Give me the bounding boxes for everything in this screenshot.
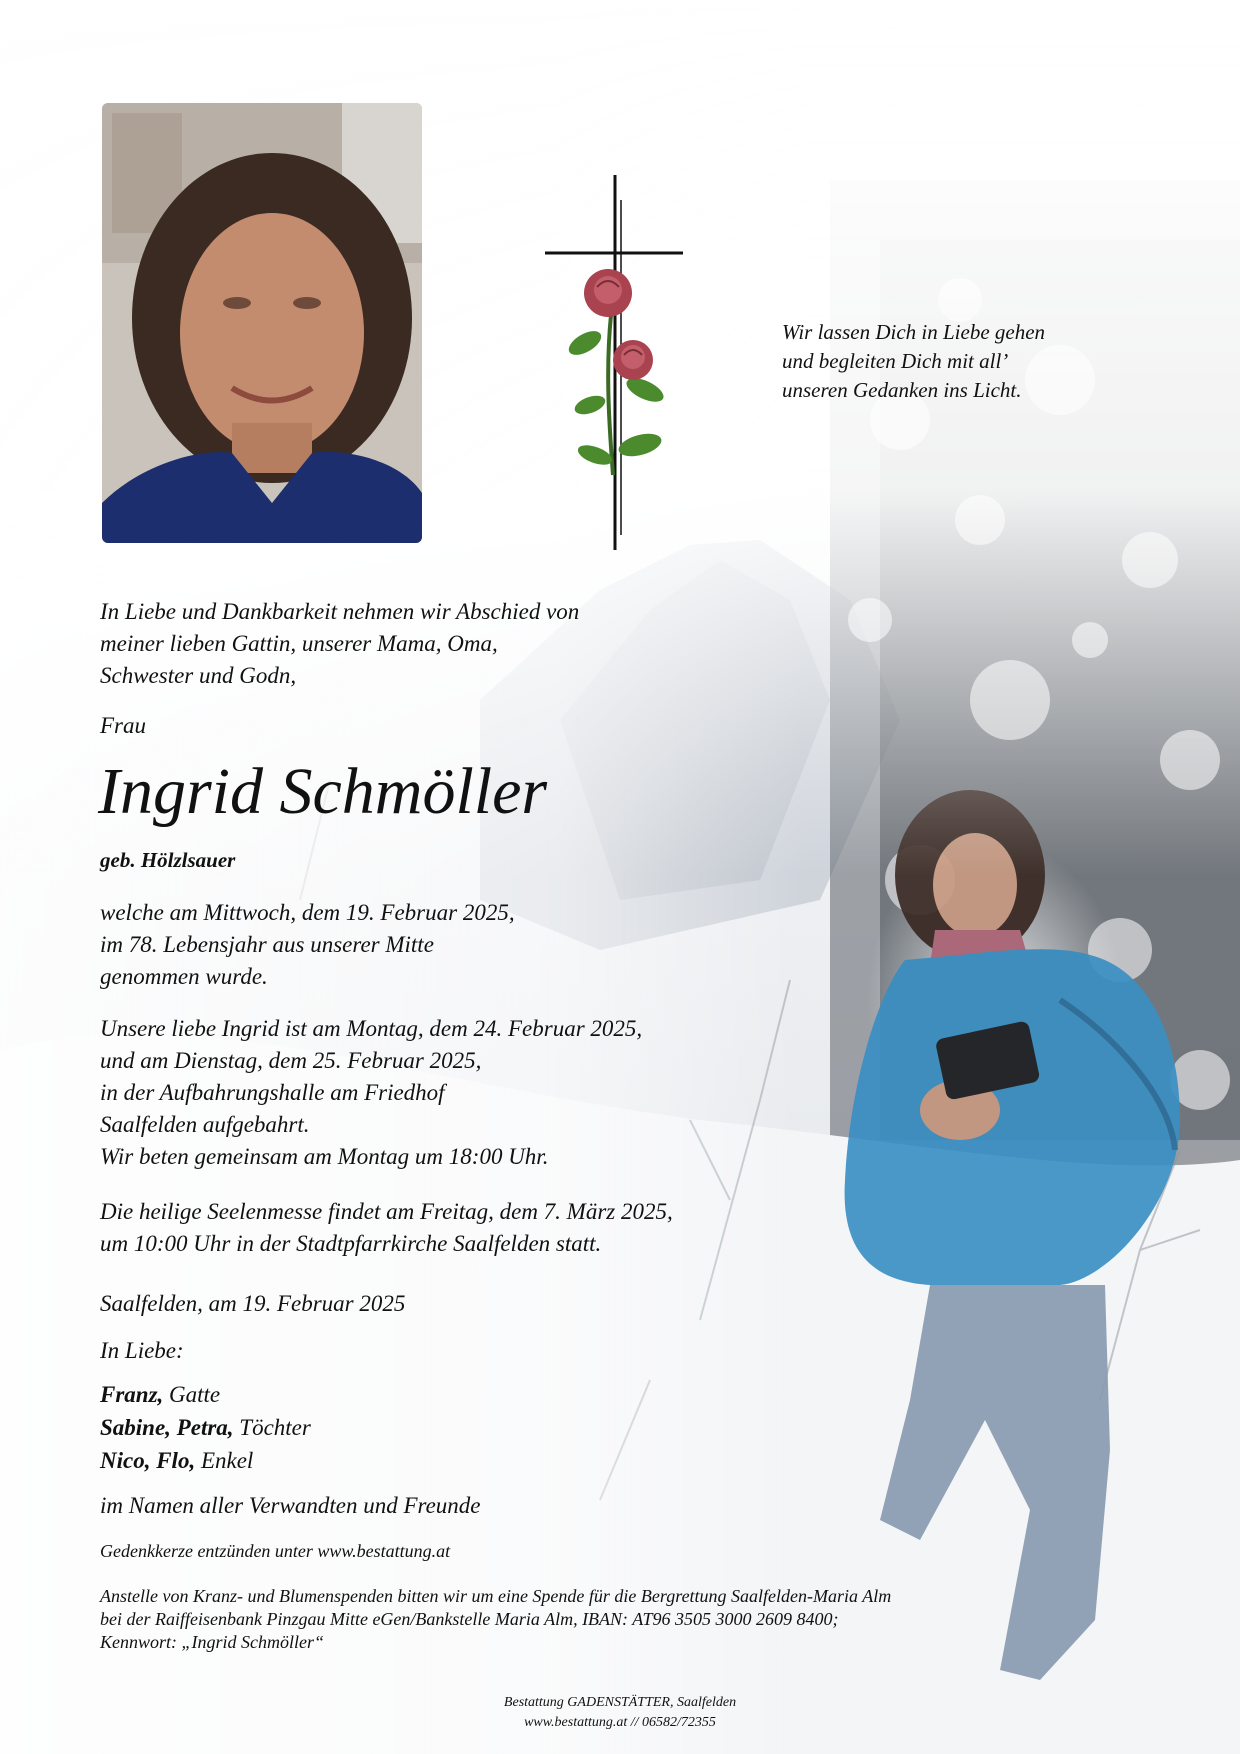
birth-name: geb. Hölzlsauer <box>100 848 236 872</box>
footer-contact: www.bestattung.at // 06582/72355 <box>524 1715 716 1730</box>
family-names: Franz, <box>100 1382 164 1407</box>
place-date: Saalfelden, am 19. Februar 2025 <box>100 1291 406 1316</box>
footer-company: Bestattung GADENSTÄTTER, Saalfelden <box>503 1695 737 1710</box>
death-notice-line: welche am Mittwoch, dem 19. Februar 2025, <box>100 900 515 925</box>
in-love-heading: In Liebe: <box>100 1338 184 1363</box>
cross-with-roses-icon <box>545 175 685 550</box>
portrait-photo <box>102 103 422 543</box>
donation-line: bei der Raiffeisenbank Pinzgau Mitte eGen/Bankstelle Maria Alm, IBAN: AT96 3505 3000 2609 8400; <box>100 1609 839 1629</box>
funeral-home-footer <box>420 1693 820 1733</box>
family-member <box>100 1411 311 1444</box>
viewing-line: Saalfelden aufgebahrt. <box>100 1112 310 1137</box>
relatives-note: im Namen aller Verwandten und Freunde <box>100 1493 481 1518</box>
intro-text <box>100 596 800 692</box>
memorial-poem <box>782 318 1112 405</box>
mass-line: Die heilige Seelenmesse findet am Freitag, dem 7. März 2025, <box>100 1199 673 1224</box>
viewing-line: in der Aufbahrungshalle am Friedhof <box>100 1080 445 1105</box>
donation-line: Kennwort: „Ingrid Schmöller“ <box>100 1632 325 1652</box>
poem-line: und begleiten Dich mit all’ <box>782 349 1009 373</box>
donation-line: Anstelle von Kranz- und Blumenspenden bitten wir um eine Spende für die Bergrettung Saalfelden-Maria Alm <box>100 1586 892 1606</box>
viewing-line: Wir beten gemeinsam am Montag um 18:00 Uhr. <box>100 1144 549 1169</box>
family-member <box>100 1444 311 1477</box>
family-member <box>100 1378 311 1411</box>
family-names: Sabine, Petra, <box>100 1415 234 1440</box>
family-relation: Enkel <box>200 1448 254 1473</box>
intro-line: Schwester und Godn, <box>100 663 297 688</box>
donation-note <box>100 1585 1080 1654</box>
death-notice-line: im 78. Lebensjahr aus unserer Mitte <box>100 932 434 957</box>
mass-notice <box>100 1196 800 1260</box>
intro-line: In Liebe und Dankbarkeit nehmen wir Abschied von <box>100 599 580 624</box>
salutation: Frau <box>100 713 146 738</box>
death-notice <box>100 897 800 993</box>
poem-line: unseren Gedanken ins Licht. <box>782 378 1022 402</box>
mass-line: um 10:00 Uhr in der Stadtpfarrkirche Saalfelden statt. <box>100 1231 602 1256</box>
viewing-line: Unsere liebe Ingrid ist am Montag, dem 24. Februar 2025, <box>100 1016 643 1041</box>
family-relation: Töchter <box>239 1415 311 1440</box>
family-list <box>100 1378 311 1477</box>
intro-line: meiner lieben Gattin, unserer Mama, Oma, <box>100 631 498 656</box>
candle-link-note: Gedenkkerze entzünden unter www.bestattung.at <box>100 1541 451 1561</box>
death-notice-line: genommen wurde. <box>100 964 268 989</box>
deceased-name: Ingrid Schmöller <box>98 755 548 828</box>
family-names: Nico, Flo, <box>100 1448 196 1473</box>
poem-line: Wir lassen Dich in Liebe gehen <box>782 320 1046 344</box>
viewing-notice <box>100 1013 800 1173</box>
family-relation: Gatte <box>169 1382 221 1407</box>
viewing-line: und am Dienstag, dem 25. Februar 2025, <box>100 1048 482 1073</box>
